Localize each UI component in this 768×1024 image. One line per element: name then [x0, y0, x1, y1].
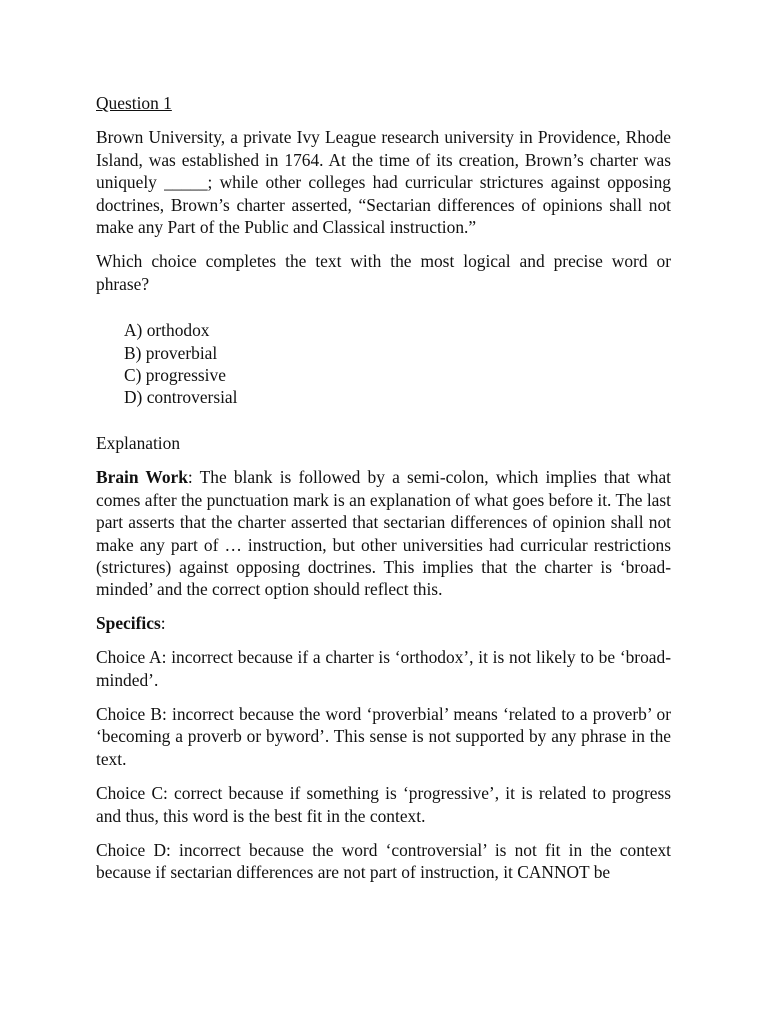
specifics-heading: [96, 612, 671, 634]
explanation-heading: Explanation: [96, 432, 181, 453]
choice-a-explanation: Choice A: incorrect because if a charter is ‘orthodox’, it is not likely to be ‘broad-minded’.: [96, 647, 671, 690]
option-a: A) orthodox: [124, 320, 210, 341]
question-prompt: Which choice completes the text with the most logical and precise word or phrase?: [96, 251, 671, 294]
choice-d-explanation: Choice D: incorrect because the word ‘controversial’ is not fit in the context because if sectarian differences are not part of instruction, it CANNOT be: [96, 839, 671, 883]
option-d: D) controversial: [124, 387, 238, 408]
question-passage: Brown University, a private Ivy League research university in Providence, Rhode Island, was established in 1764. At the time of its creation, Brown’s charter was uniquely _____; while other colleges had curricular strictures against opposing doctrines, Brown’s charter asserted, “Sectarian differences of opinions shall not make any Part of the Public and Classical instruction.”: [96, 127, 671, 238]
specifics-colon: :: [160, 612, 166, 633]
choice-c-explanation: Choice C: correct because if something is ‘progressive’, it is related to progress and thus, this word is the best fit in the context.: [96, 783, 671, 826]
brain-work-text: : The blank is followed by a semi-colon, which implies that what comes after the punctuation mark is an explanation of what goes before it. The last part asserts that the charter asserted that sectarian differences of opinion shall not make any part of … instruction, but other universities had curricular restrictions (strictures) against opposing doctrines. This implies that the charter is ‘broad-minded’ and the correct option should reflect this.: [96, 467, 671, 600]
option-b: B) proverbial: [124, 342, 218, 363]
choice-b-explanation: Choice B: incorrect because the word ‘proverbial’ means ‘related to a proverb’ or ‘becoming a proverb or byword’. This sense is not supported by any phrase in the text.: [96, 703, 671, 769]
answer-options: [124, 319, 671, 409]
specifics-label: Specifics: [96, 612, 161, 633]
brain-work-paragraph: [96, 466, 671, 600]
option-c: C) progressive: [124, 365, 226, 386]
question-title: Question 1: [96, 93, 172, 113]
document-content: [96, 92, 671, 896]
brain-work-label: Brain Work: [96, 467, 188, 488]
